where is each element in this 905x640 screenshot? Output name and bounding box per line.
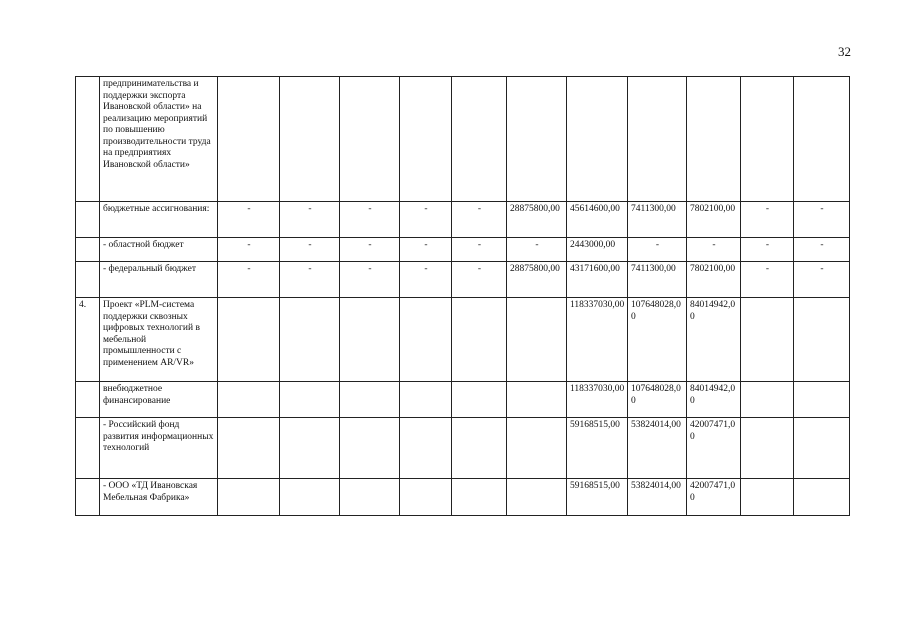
value-cell: -: [340, 262, 400, 298]
value-cell: [687, 77, 741, 202]
value-cell: -: [794, 262, 850, 298]
value-cell: 42007471,00: [687, 479, 741, 516]
value-cell: 28875800,00: [507, 262, 567, 298]
value-cell: 84014942,00: [687, 382, 741, 418]
value-cell: -: [628, 238, 687, 262]
value-cell: [340, 479, 400, 516]
value-cell: [218, 77, 280, 202]
row-name-cell: - Российский фонд развития информационных технологий: [100, 418, 218, 479]
value-cell: 45614600,00: [567, 202, 628, 238]
value-cell: [400, 298, 452, 382]
value-cell: [340, 418, 400, 479]
value-cell: [507, 382, 567, 418]
value-cell: -: [741, 238, 794, 262]
row-number-cell: [76, 418, 100, 479]
table-row: [76, 262, 850, 298]
value-cell: 7411300,00: [628, 262, 687, 298]
value-cell: [280, 418, 340, 479]
value-cell: [400, 382, 452, 418]
table-row: [76, 238, 850, 262]
value-cell: [218, 479, 280, 516]
value-cell: 7802100,00: [687, 262, 741, 298]
budget-table: [75, 76, 850, 516]
value-cell: [280, 479, 340, 516]
table-row: [76, 479, 850, 516]
value-cell: [507, 479, 567, 516]
value-cell: -: [794, 238, 850, 262]
value-cell: 28875800,00: [507, 202, 567, 238]
value-cell: -: [400, 202, 452, 238]
value-cell: -: [507, 238, 567, 262]
value-cell: [794, 382, 850, 418]
value-cell: -: [340, 238, 400, 262]
value-cell: [340, 382, 400, 418]
row-number-cell: [76, 77, 100, 202]
value-cell: 84014942,00: [687, 298, 741, 382]
value-cell: [218, 418, 280, 479]
table-row: [76, 418, 850, 479]
value-cell: -: [452, 262, 507, 298]
value-cell: -: [687, 238, 741, 262]
value-cell: -: [280, 238, 340, 262]
value-cell: [340, 298, 400, 382]
value-cell: 118337030,00: [567, 298, 628, 382]
value-cell: [400, 77, 452, 202]
row-number-cell: 4.: [76, 298, 100, 382]
value-cell: [452, 418, 507, 479]
value-cell: [218, 298, 280, 382]
value-cell: [400, 479, 452, 516]
value-cell: -: [218, 238, 280, 262]
table-row: [76, 202, 850, 238]
value-cell: 53824014,00: [628, 418, 687, 479]
row-name-cell: - областной бюджет: [100, 238, 218, 262]
value-cell: 7411300,00: [628, 202, 687, 238]
page-number: 32: [838, 44, 851, 59]
value-cell: -: [452, 238, 507, 262]
value-cell: [741, 418, 794, 479]
value-cell: [280, 382, 340, 418]
value-cell: 107648028,00: [628, 382, 687, 418]
value-cell: 53824014,00: [628, 479, 687, 516]
value-cell: 59168515,00: [567, 418, 628, 479]
value-cell: [794, 298, 850, 382]
value-cell: -: [218, 262, 280, 298]
value-cell: -: [340, 202, 400, 238]
value-cell: [452, 298, 507, 382]
value-cell: [794, 418, 850, 479]
table-row: [76, 77, 850, 202]
value-cell: [741, 77, 794, 202]
row-name-cell: внебюджетное финансирование: [100, 382, 218, 418]
value-cell: 59168515,00: [567, 479, 628, 516]
value-cell: -: [400, 238, 452, 262]
value-cell: -: [794, 202, 850, 238]
value-cell: 118337030,00: [567, 382, 628, 418]
value-cell: [567, 77, 628, 202]
value-cell: [218, 382, 280, 418]
row-number-cell: [76, 479, 100, 516]
row-name-cell: - ООО «ТД Ивановская Мебельная Фабрика»: [100, 479, 218, 516]
row-number-cell: [76, 202, 100, 238]
value-cell: 43171600,00: [567, 262, 628, 298]
value-cell: [741, 298, 794, 382]
value-cell: [741, 479, 794, 516]
value-cell: [400, 418, 452, 479]
value-cell: [741, 382, 794, 418]
row-name-cell: предпринимательства и поддержки экспорта Ивановской области» на реализацию мероприятий по повышению производительности труда на предприятиях Ивановской области»: [100, 77, 218, 202]
value-cell: [452, 382, 507, 418]
row-name-cell: - федеральный бюджет: [100, 262, 218, 298]
value-cell: 107648028,00: [628, 298, 687, 382]
value-cell: -: [218, 202, 280, 238]
row-number-cell: [76, 262, 100, 298]
value-cell: [280, 77, 340, 202]
value-cell: [280, 298, 340, 382]
value-cell: -: [741, 202, 794, 238]
row-number-cell: [76, 382, 100, 418]
table-row: [76, 382, 850, 418]
row-name-cell: Проект «PLM-система поддержки сквозных цифровых технологий в мебельной промышленности с применением AR/VR»: [100, 298, 218, 382]
value-cell: -: [280, 262, 340, 298]
row-number-cell: [76, 238, 100, 262]
value-cell: [628, 77, 687, 202]
value-cell: [794, 77, 850, 202]
value-cell: [794, 479, 850, 516]
value-cell: 2443000,00: [567, 238, 628, 262]
table-row: [76, 298, 850, 382]
value-cell: -: [280, 202, 340, 238]
value-cell: [452, 479, 507, 516]
row-name-cell: бюджетные ассигнования:: [100, 202, 218, 238]
value-cell: [452, 77, 507, 202]
value-cell: [507, 298, 567, 382]
value-cell: -: [400, 262, 452, 298]
value-cell: [507, 418, 567, 479]
value-cell: [340, 77, 400, 202]
value-cell: 7802100,00: [687, 202, 741, 238]
value-cell: -: [741, 262, 794, 298]
value-cell: [507, 77, 567, 202]
value-cell: -: [452, 202, 507, 238]
value-cell: 42007471,00: [687, 418, 741, 479]
